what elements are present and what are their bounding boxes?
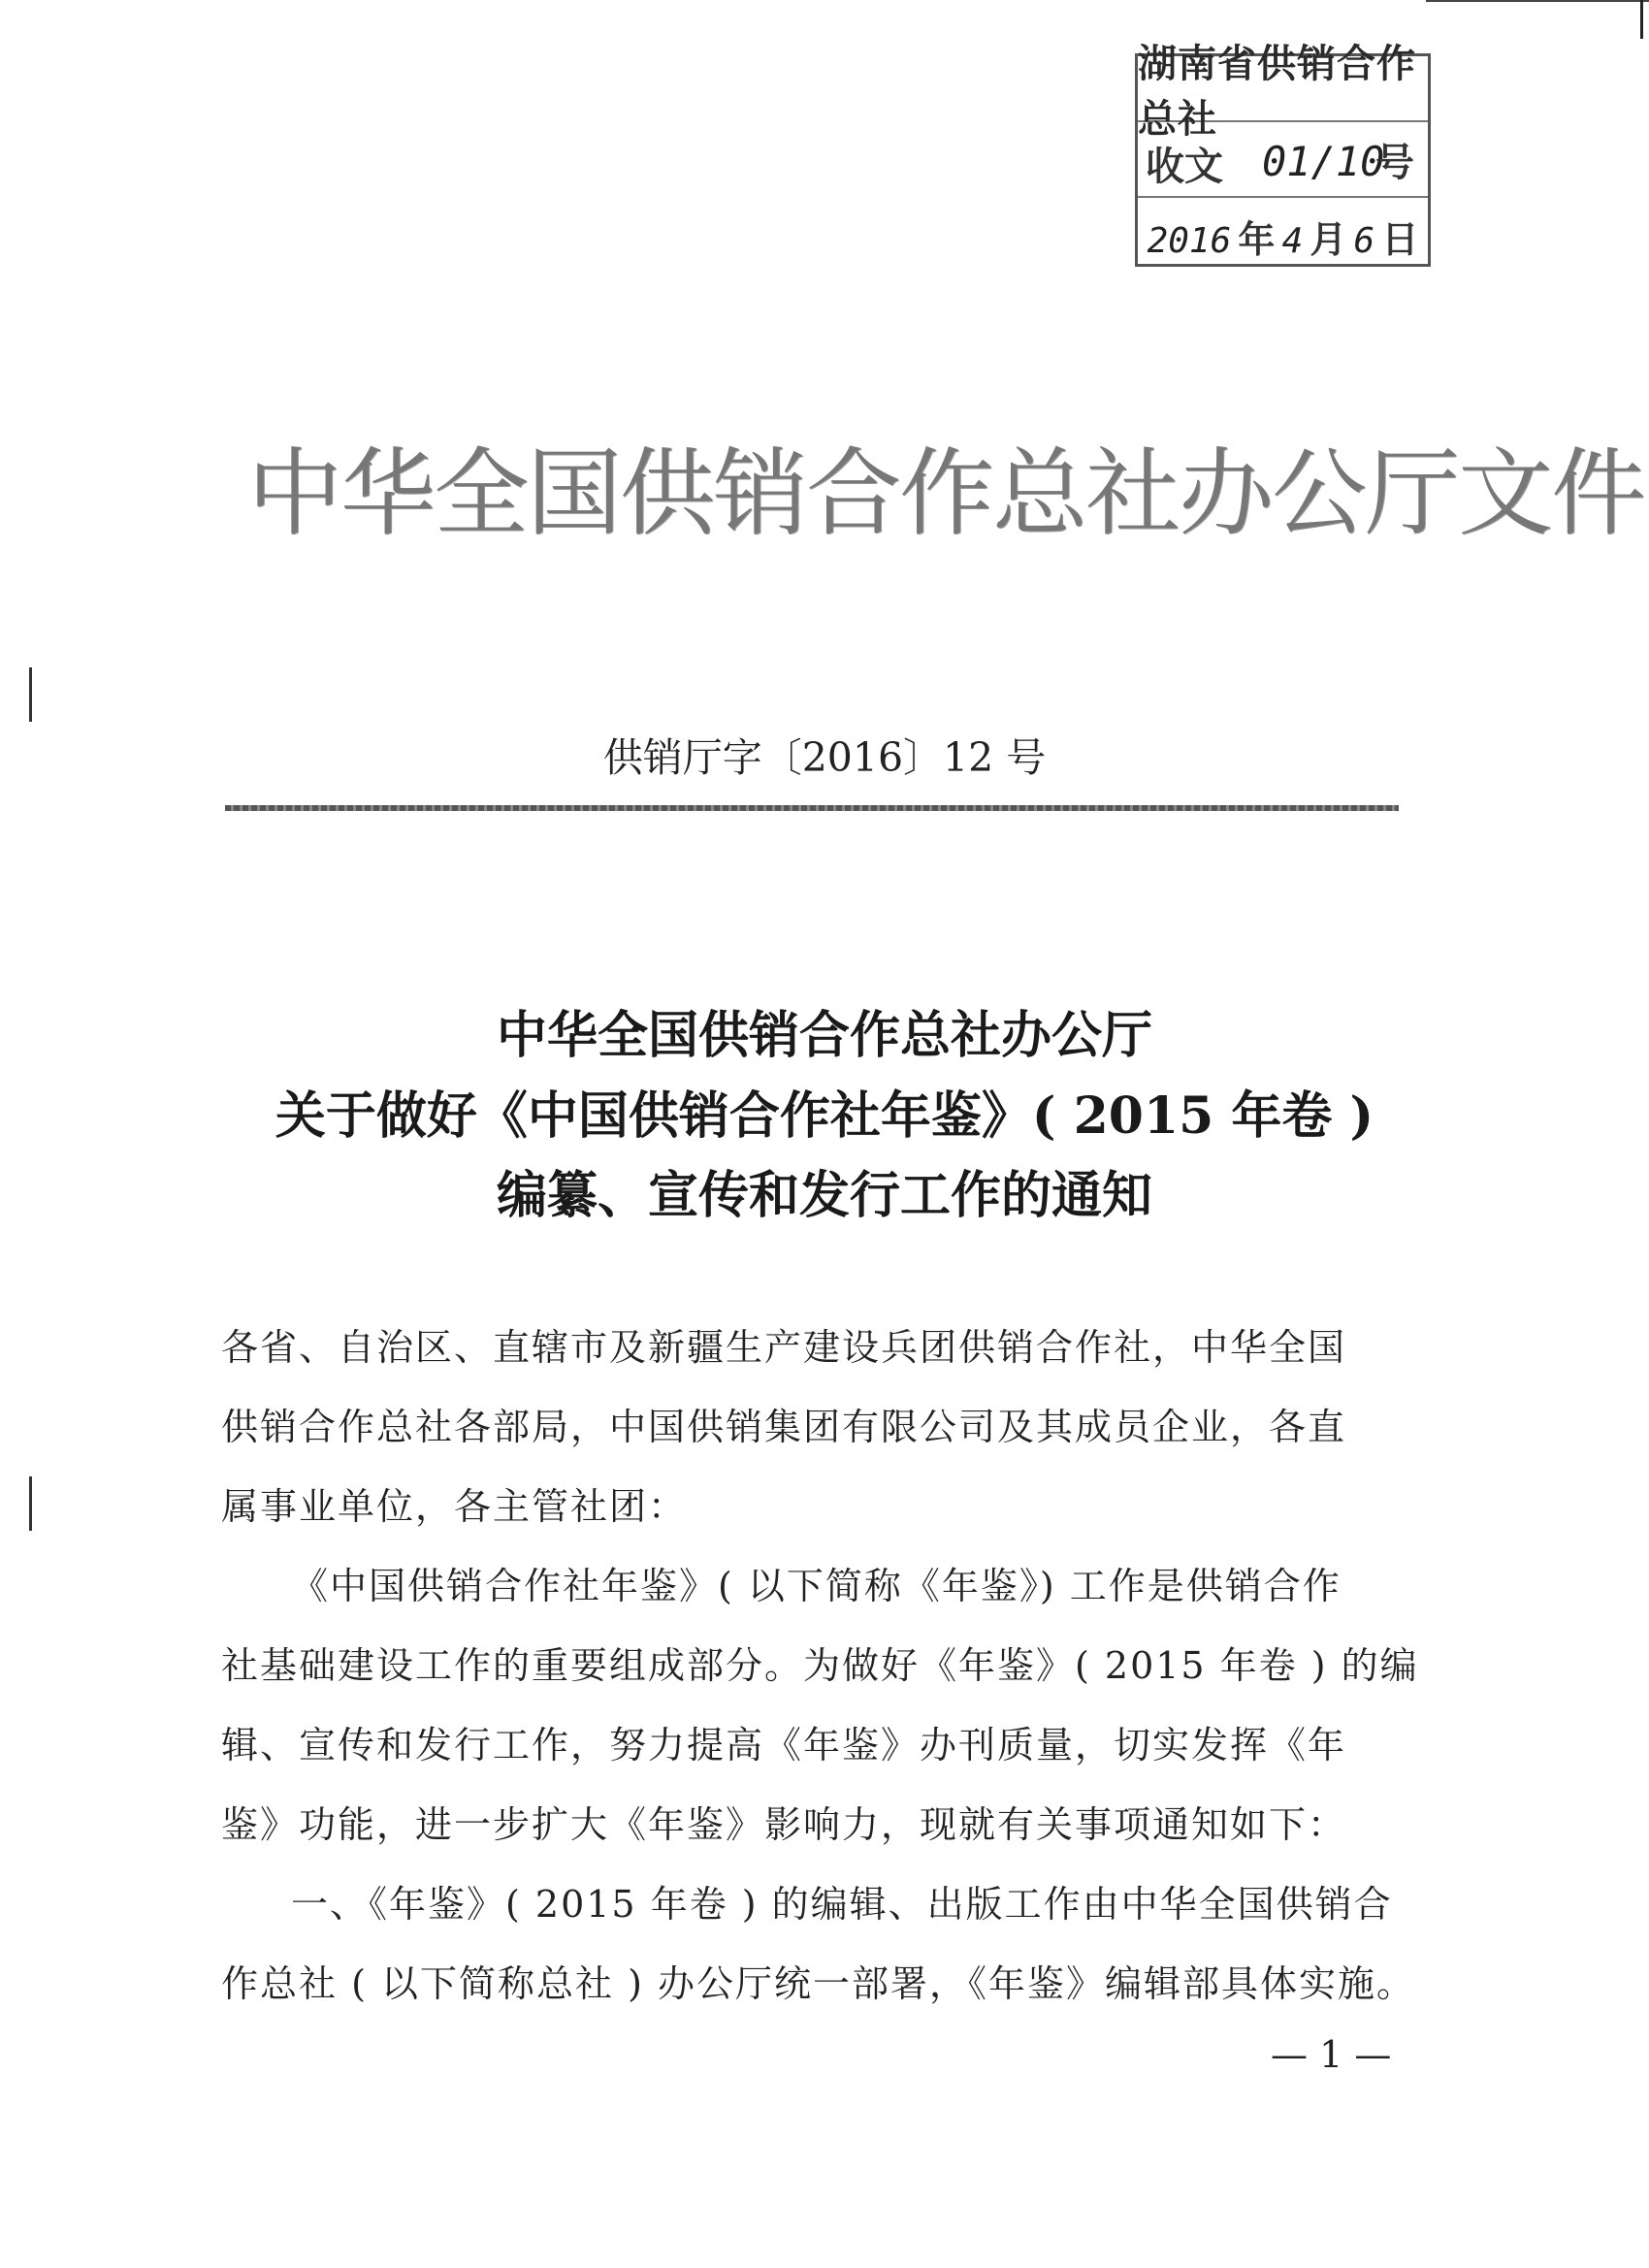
- stamp-receipt-label: 收文: [1146, 145, 1223, 189]
- stamp-receipt-row: [1138, 122, 1428, 198]
- stamp-date-row: [1138, 198, 1428, 266]
- stamp-number-suffix: 号: [1375, 141, 1414, 185]
- body-line: 鉴》功能，进一步扩大《年鉴》影响力，现就有关事项通知如下：: [221, 1803, 1347, 1846]
- stamp-receipt-number: 01/10: [1262, 138, 1385, 185]
- body-line: 供销合作总社各部局，中国供销集团有限公司及其成员企业，各直: [221, 1406, 1347, 1448]
- title-line-1: 中华全国供销合作总社办公厅: [496, 1006, 1152, 1065]
- scan-edge-right: [1640, 0, 1643, 39]
- stamp-year-label: 年: [1238, 218, 1276, 261]
- body-line: 属事业单位，各主管社团：: [221, 1485, 688, 1528]
- body-line: 辑、宣传和发行工作，努力提高《年鉴》办刊质量，切实发挥《年: [221, 1724, 1347, 1766]
- page-number: — 1 —: [1271, 2033, 1392, 2076]
- document-number: 供销厅字〔2016〕12 号: [602, 734, 1047, 781]
- scan-edge-top: [1426, 0, 1649, 2]
- stamp-date-month: 4: [1281, 221, 1304, 261]
- body-line: 社基础建设工作的重要组成部分。为做好《年鉴》( 2015 年卷 ) 的编: [221, 1644, 1419, 1687]
- margin-mark-upper: [29, 667, 32, 722]
- stamp-date-year: 2016: [1147, 221, 1232, 261]
- body-line: 一、《年鉴》( 2015 年卷 ) 的编辑、出版工作由中华全国供销合: [291, 1883, 1393, 1926]
- document-masthead: 中华全国供销合作总社办公厅文件: [247, 438, 1645, 549]
- body-line: 各省、自治区、直辖市及新疆生产建设兵团供销合作社，中华全国: [221, 1326, 1347, 1369]
- body-line: 《中国供销合作社年鉴》( 以下简称《年鉴》) 工作是供销合作: [291, 1565, 1342, 1607]
- body-line: 作总社 ( 以下简称总社 ) 办公厅统一部署，《年鉴》编辑部具体实施。: [221, 1962, 1415, 2005]
- stamp-date-day: 6: [1353, 221, 1375, 261]
- stamp-organization: 湖南省供销合作总社: [1138, 56, 1428, 122]
- title-line-3: 编纂、宣传和发行工作的通知: [496, 1166, 1152, 1225]
- stamp-month-label: 月: [1310, 218, 1347, 261]
- margin-mark-lower: [29, 1476, 32, 1531]
- receipt-stamp: [1135, 42, 1431, 267]
- stamp-day-label: 日: [1381, 218, 1419, 261]
- masthead-divider: [225, 805, 1399, 811]
- title-line-2: 关于做好《中国供销合作社年鉴》( 2015 年卷 ): [275, 1086, 1374, 1146]
